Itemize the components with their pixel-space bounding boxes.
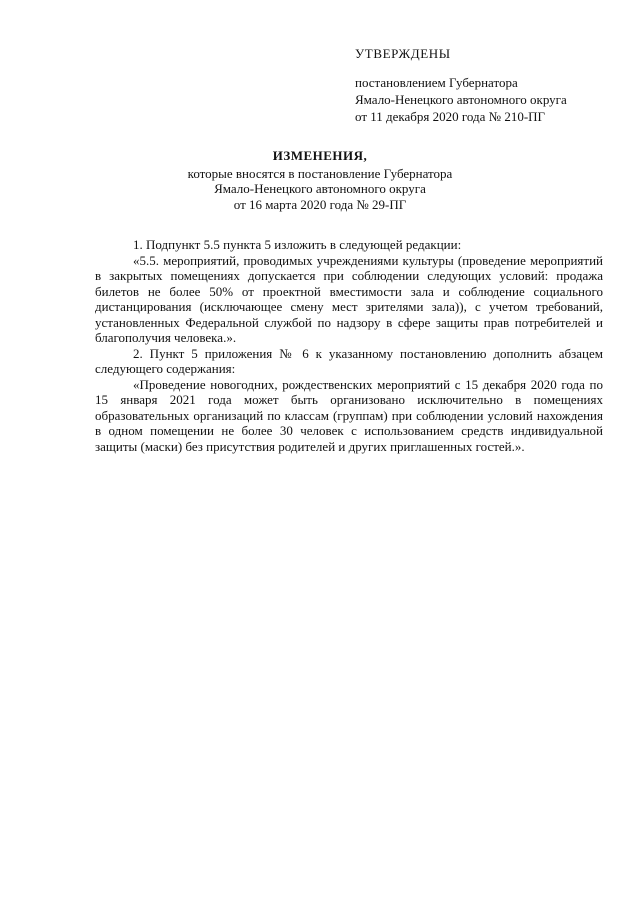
document-body (95, 237, 603, 454)
document-title: ИЗМЕНЕНИЯ, (272, 148, 368, 163)
approval-line: постановлением Губернатора (355, 75, 518, 90)
approval-title: УТВЕРЖДЕНЫ (355, 46, 451, 61)
approval-line: Ямало-Ненецкого автономного округа (355, 92, 567, 107)
document-heading (150, 148, 490, 212)
heading-line: от 16 марта 2020 года № 29-ПГ (233, 196, 407, 212)
heading-line: Ямало-Ненецкого автономного округа (214, 181, 426, 196)
body-paragraph: 2. Пункт 5 приложения № 6 к указанному постановлению дополнить абзацем следующего содержания: (95, 345, 603, 376)
body-paragraph: «5.5. мероприятий, проводимых учреждениями культуры (проведение мероприятий в закрытых помещениях допускается при соблюдении следующих условий: продажа билетов не более 50% от проектной вместимости зала и соблюдение социального дистанцирования (исключающее смену мест зрителями зала)), с учетом требований, установленных Федеральной службой по надзору в сфере защиты прав потребителей и благополучия человека.». (95, 252, 603, 345)
body-paragraph: 1. Подпункт 5.5 пункта 5 изложить в следующей редакции: (133, 237, 462, 252)
body-paragraph: «Проведение новогодних, рождественских мероприятий с 15 декабря 2020 года по 15 января 2021 года может быть организовано исключительно в помещениях образовательных организаций по классам (группам) при соблюдении условий нахождения в одном помещении не более 30 человек с использованием средств индивидуальной защиты (маски) без присутствия родителей и других приглашенных гостей.». (95, 376, 603, 454)
heading-line: которые вносятся в постановление Губернатора (187, 165, 453, 181)
approval-line: от 11 декабря 2020 года № 210-ПГ (355, 109, 546, 124)
approval-block (355, 45, 615, 125)
